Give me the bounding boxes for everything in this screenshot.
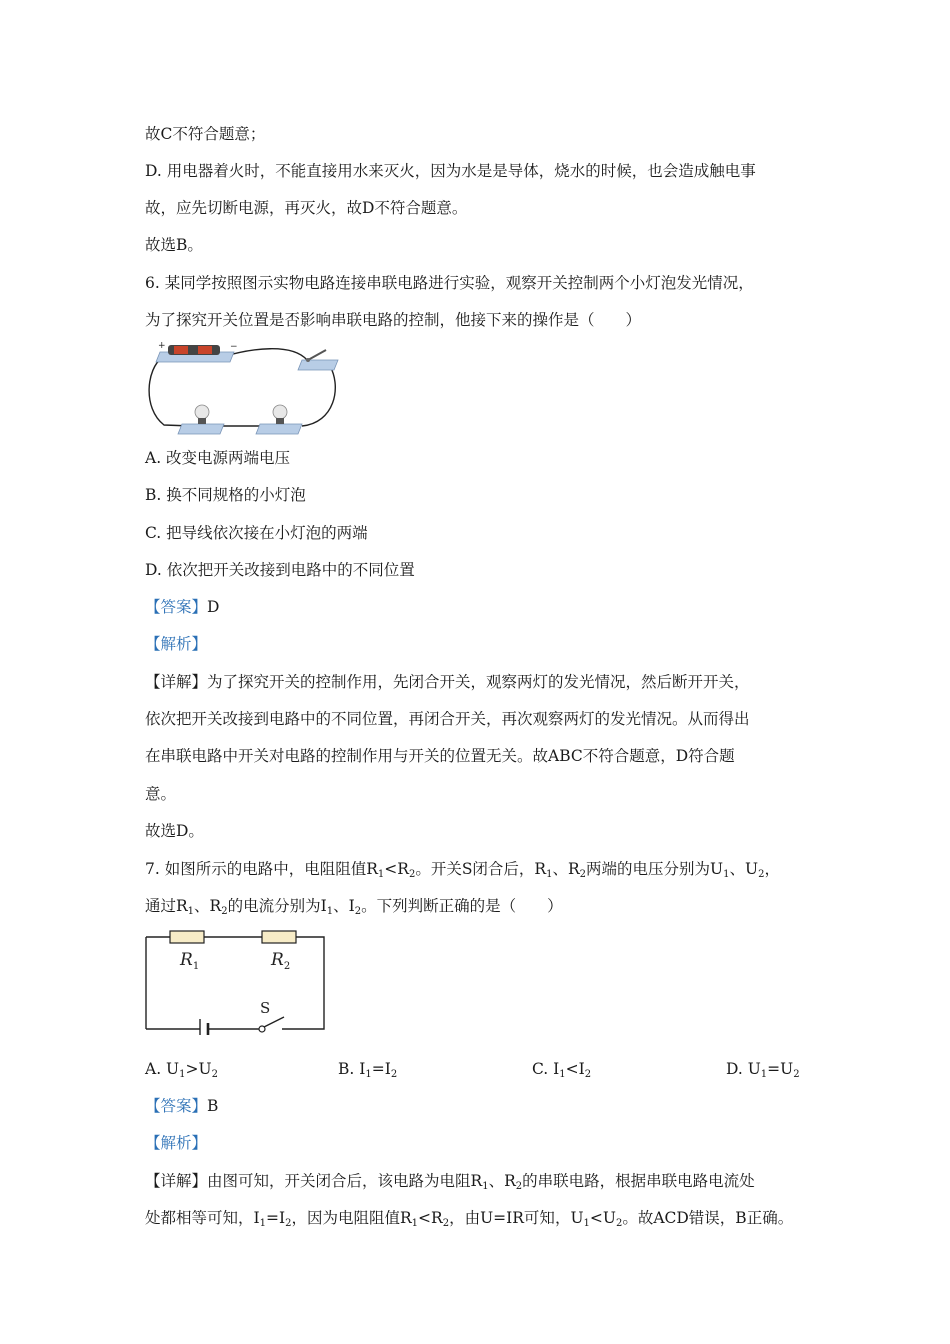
q6-option-b: B. 换不同规格的小灯泡 [145,486,306,504]
q7-option-c: C. $I_1<I_2$ [532,1060,592,1080]
q6-detail-line2: 依次把开关改接到电路中的不同位置，再闭合开关，再次观察两灯的发光情况。从而得出 [145,710,750,728]
q6-detail-line1 [145,672,750,692]
q7-option-a: A. $U_1>U_2$ [145,1060,218,1080]
q7-answer-value: B [207,1097,219,1115]
q6-detail-line3: 在串联电路中开关对电路的控制作用与开关的位置无关。故ABC不符合题意，D符合题 [145,747,735,765]
q7-wire [146,937,324,1029]
q7-answer-tag: 【答案】 [145,1097,208,1115]
q6-detail-text1: 为了探究开关的控制作用，先闭合开关，观察两灯的发光情况，然后断开开关， [207,673,750,691]
q6-stem-line2: 为了探究开关位置是否影响串联电路的控制，他接下来的操作是（ ） [145,311,642,329]
q7-resistor-r1 [170,931,204,943]
q6-lamp-1 [178,405,224,434]
q7-detail-tag: 【详解】 [145,1172,208,1190]
q7-analysis-tag: 【解析】 [145,1134,208,1152]
q6-option-d: D. 依次把开关改接到电路中的不同位置 [145,561,415,579]
q7-option-b: B. $I_1=I_2$ [338,1060,398,1080]
battery-plus-label: + [158,341,166,351]
q6-battery [156,341,238,362]
q6-answer-line [145,597,219,617]
q6-answer-value: D [207,598,220,616]
q6-analysis-tag: 【解析】 [145,635,208,653]
q7-resistor-r2 [262,931,296,943]
q7-answer-line [145,1096,218,1116]
q6-switch [298,350,338,370]
q7-stem-line1: 7. 如图所示的电路中，电阻阻值$R_1<R_2$。开关S闭合后，$R_1$、$R_2$两端的电压分别为$U_1$、$U_2$， [145,860,780,880]
q7-stem-line2: 通过$R_1$、$R_2$的电流分别为$I_1$、$I_2$。下列判断正确的是（ ） [145,897,563,917]
q6-option-c: C. 把导线依次接在小灯泡的两端 [145,524,368,542]
q6-circuit-figure [142,338,342,438]
prev-option-c-line: 故C不符合题意； [145,125,266,143]
q7-detail-line2: 处都相等可知，$I_1=I_2$，因为电阻阻值$R_1<R_2$，由U=IR可知，$U_1<U_2$。故ACD错误，B正确。 [145,1209,794,1229]
prev-option-d-line1: D. 用电器着火时，不能直接用水来灭火，因为水是是导体，烧水的时候，也会造成触电事 [145,162,756,180]
q6-conclusion: 故选D。 [145,822,204,840]
q6-option-a: A. 改变电源两端电压 [145,449,291,467]
q6-stem-line1: 6. 某同学按照图示实物电路连接串联电路进行实验，观察开关控制两个小灯泡发光情况， [145,274,754,292]
q7-option-d: D. $U_1=U_2$ [726,1060,800,1080]
q6-detail-line4: 意。 [145,785,177,803]
prev-conclusion: 故选B。 [145,236,203,254]
q6-detail-tag: 【详解】 [145,673,208,691]
prev-option-d-line2: 故，应先切断电源，再灭火，故D不符合题意。 [145,199,468,217]
q6-lamp-2 [256,405,302,434]
q7-r1-label: $R_1$ [180,950,200,972]
q7-detail-line1: 【详解】由图可知，开关闭合后，该电路为电阻$R_1$、$R_2$的串联电路，根据串联电路电流处 [145,1172,755,1192]
q6-wire [149,358,192,426]
battery-minus-label: − [230,342,238,352]
q7-circuit-diagram [140,925,330,1035]
q6-answer-tag: 【答案】 [145,598,208,616]
q7-r2-label: $R_2$ [271,950,291,972]
q7-switch-label: S [260,999,271,1017]
